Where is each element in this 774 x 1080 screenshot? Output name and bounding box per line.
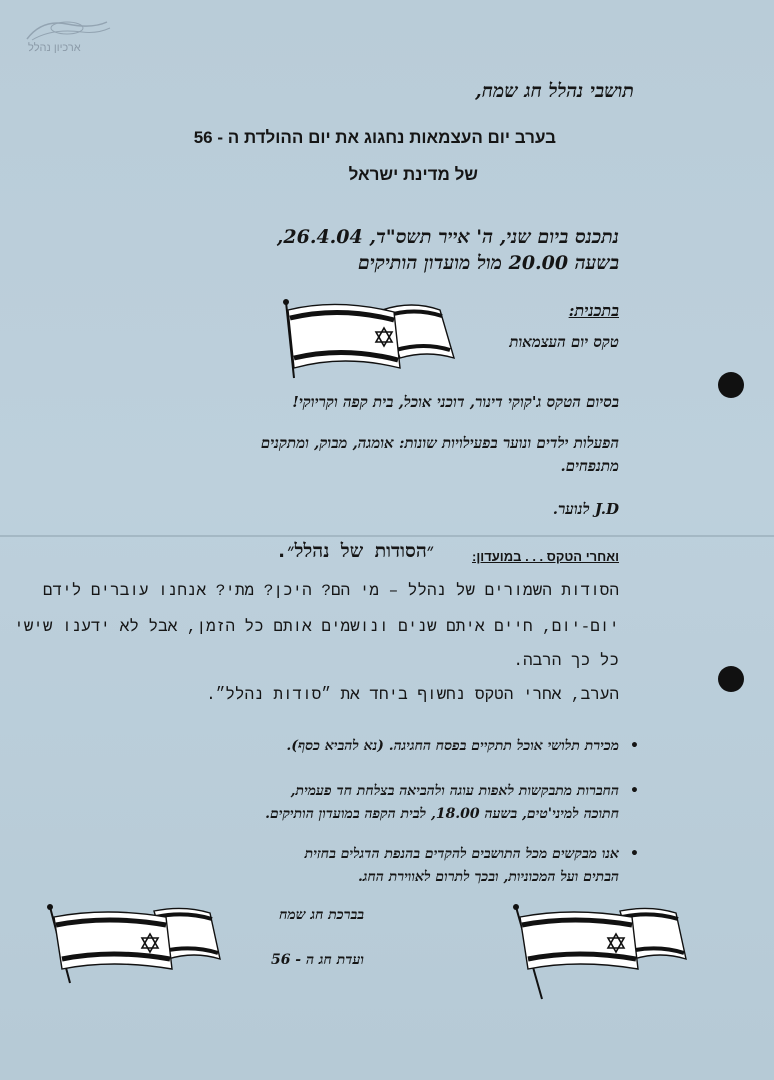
header-line2: של מדינת ישראל — [348, 165, 478, 184]
archive-label: ארכיון נהלל — [28, 42, 81, 54]
secrets-paragraph-line2: יום-יום, חיים איתם שנים ונושמים אותם כל הזמן, אבל לא ידענו שישי — [14, 618, 619, 636]
after-title: ״הסודות של נהלל״. — [275, 540, 434, 562]
secrets-paragraph-2: הערב, אחרי הטקס נחשוף ביחד את ״סודות נהלל״. — [206, 686, 619, 704]
program-item-youth: J.D לנוער. — [552, 500, 619, 518]
secrets-paragraph-line3: כל כך הרבה. — [513, 652, 619, 670]
bullet-marker: • — [630, 738, 639, 754]
bullet-cakes-line2: חתוכה למיני'טים, בשעה 18.00, לבית הקפה במועדון הותיקים. — [265, 806, 619, 822]
footer-committee: ועדת חג ה - 56 — [270, 952, 364, 968]
program-item-after-ceremony: בסיום הטקס ג'קוקי דינור, דוכני אוכל, בית קפה וקריוקי! — [292, 393, 619, 411]
header-line1: בערב יום העצמאות נחגוג את יום ההולדת ה - 56 — [193, 128, 556, 147]
bullet-food-tickets: מכירת תלושי אוכל תתקיים בפסח החגיגה. (נא להביא כסף). — [286, 738, 619, 754]
fold-line — [0, 535, 774, 537]
israel-flag-left-icon — [46, 903, 224, 985]
meeting-line1: נתכנס ביום שני, ה' אייר תשס"ד, 26.4.04, — [276, 226, 619, 248]
program-item-ceremony: טקס יום העצמאות — [509, 333, 619, 351]
program-item-activities-cont: מתנפחים. — [560, 457, 619, 475]
bullet-flags-line1: אנו מבקשים מכל התושבים להקדים בהנפת הדגלים בחזית — [304, 846, 619, 862]
bullet-marker: • — [630, 783, 639, 799]
meeting-line2: בשעה 20.00 מול מועדון הותיקים — [357, 252, 619, 274]
secrets-paragraph-line1: הסודות השמורים של נהלל – מי הם? היכן? מתי? אנחנו עוברים לידם — [42, 582, 619, 600]
bullet-flags-line2: הבתים ועל המכוניות, ובכך לתרום לאווירת החג. — [358, 869, 619, 885]
binder-hole-bottom — [718, 666, 744, 692]
binder-hole-top — [718, 372, 744, 398]
bullet-marker: • — [630, 846, 639, 862]
after-label: ואחרי הטקס . . . במועדון: — [472, 549, 619, 564]
israel-flag-right-icon — [512, 903, 690, 1001]
footer-blessing: בברכת חג שמח — [279, 907, 364, 923]
greeting: תושבי נהלל חג שמח, — [475, 80, 634, 102]
israel-flag-icon — [282, 298, 460, 380]
program-heading: בתכנית: — [568, 301, 619, 320]
bullet-cakes-line1: החברות מתבקשות לאפות עוגה ולהביאה בצלחת חד פעמית, — [290, 783, 619, 799]
program-item-activities: הפעלות ילדים ונוער בפעילויות שונות: אומגה, מבוק, ומתקנים — [260, 434, 619, 452]
